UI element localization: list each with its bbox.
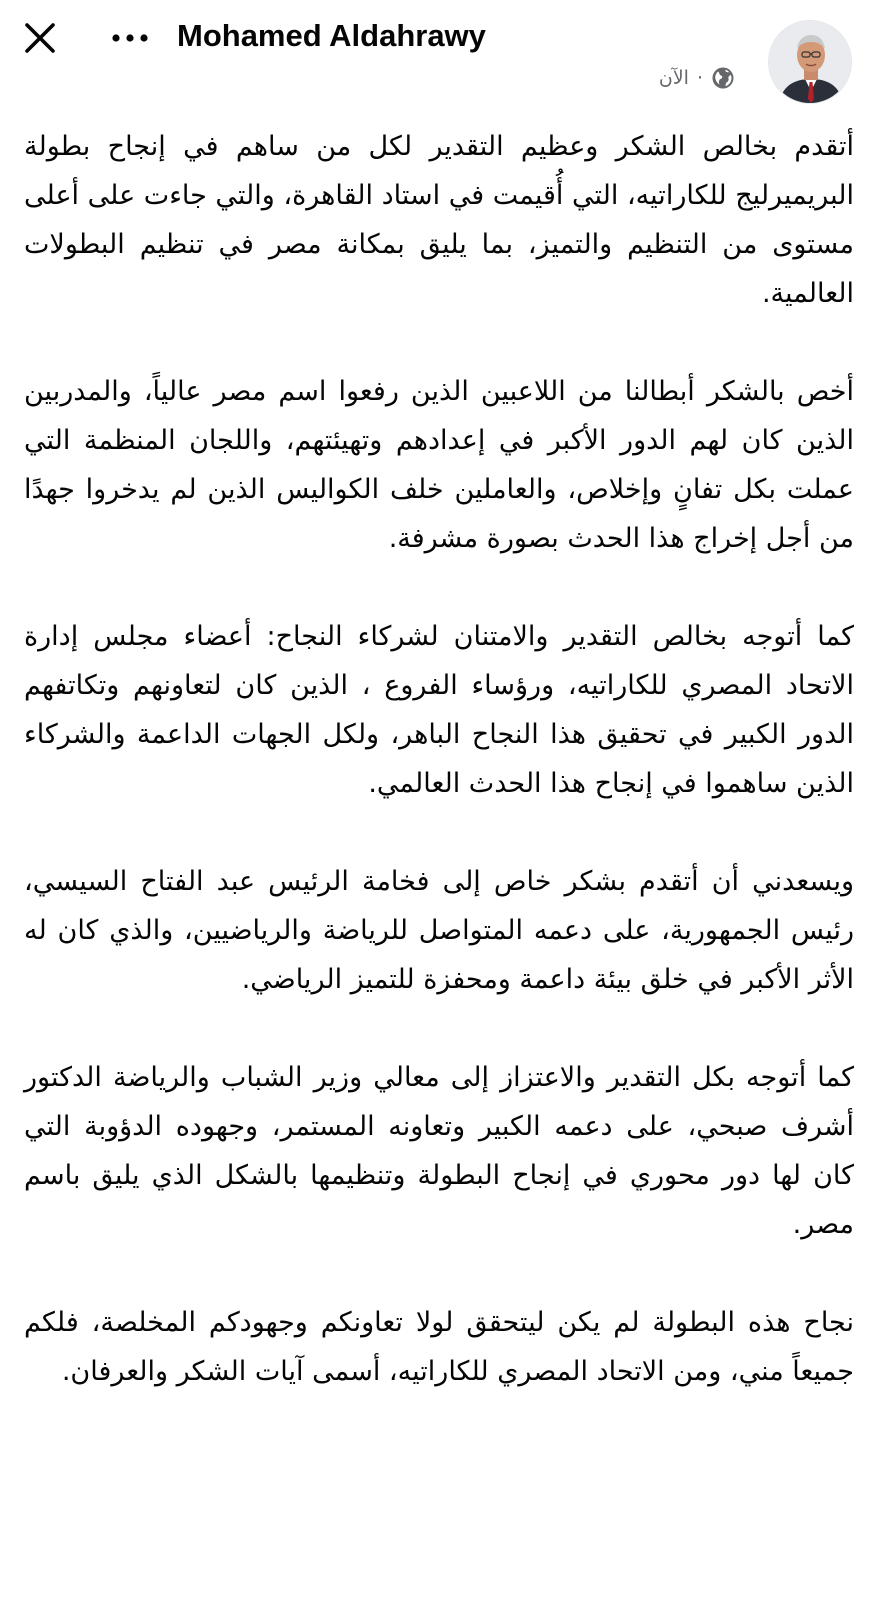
post-timestamp[interactable]: الآن: [658, 67, 689, 89]
post-meta: [659, 66, 735, 90]
post-text: [24, 122, 854, 1445]
close-icon: [18, 16, 62, 60]
more-options-button[interactable]: [110, 28, 154, 48]
meta-separator: ·: [696, 67, 703, 89]
post-header: [0, 0, 873, 112]
post-paragraph: نجاح هذه البطولة لم يكن ليتحقق لولا تعاونكم وجهودكم المخلصة، فلكم جميعاً مني، ومن الاتحاد المصري للكاراتيه، أسمى آيات الشكر والعرفان.: [24, 1307, 854, 1387]
post-paragraph: كما أتوجه بكل التقدير والاعتزاز إلى معالي وزير الشباب والرياضة الدكتور أشرف صبحي، على دعمه الكبير وتعاونه المستمر، وجهوده الدؤوبة التي كان لها دور محوري في إنجاح البطولة وتنظيمها بالشكل الذي يليق باسم مصر.: [24, 1062, 854, 1240]
author-avatar[interactable]: [768, 20, 852, 104]
post-paragraph: كما أتوجه بخالص التقدير والامتنان لشركاء النجاح: أعضاء مجلس إدارة الاتحاد المصري للكاراتيه، ورؤساء الفروع ، الذين كان لتعاونهم وتكاتفهم الدور الكبير في تحقيق هذا النجاح الباهر، ولكل الجهات الداعمة والشركاء الذين ساهموا في إنجاح هذا الحدث العالمي.: [24, 621, 854, 799]
more-horizontal-icon: [110, 28, 154, 48]
post-paragraph: أتقدم بخالص الشكر وعظيم التقدير لكل من ساهم في إنجاح بطولة البريميرليج للكاراتيه، التي أُقيمت في استاد القاهرة، والتي جاءت على أعلى مستوى من التنظيم والتميز، بما يليق بمكانة مصر في تنظيم البطولات العالمية.: [24, 131, 854, 309]
author-name[interactable]: Mohamed Aldahrawy: [177, 18, 486, 53]
close-button[interactable]: [18, 16, 62, 60]
globe-icon[interactable]: [711, 66, 735, 90]
profile-photo-icon: [769, 21, 852, 104]
post-paragraph: أخص بالشكر أبطالنا من اللاعبين الذين رفعوا اسم مصر عالياً، والمدربين الذين كان لهم الدور الأكبر في إعدادهم وتهيئتهم، واللجان المنظمة التي عملت بكل تفانٍ وإخلاص، والعاملين خلف الكواليس الذين لم يدخروا جهدًا من أجل إخراج هذا الحدث بصورة مشرفة.: [24, 376, 854, 554]
post-paragraph: ويسعدني أن أتقدم بشكر خاص إلى فخامة الرئيس عبد الفتاح السيسي، رئيس الجمهورية، على دعمه المتواصل للرياضة والرياضيين، والذي كان له الأثر الأكبر في خلق بيئة داعمة ومحفزة للتميز الرياضي.: [24, 866, 854, 995]
